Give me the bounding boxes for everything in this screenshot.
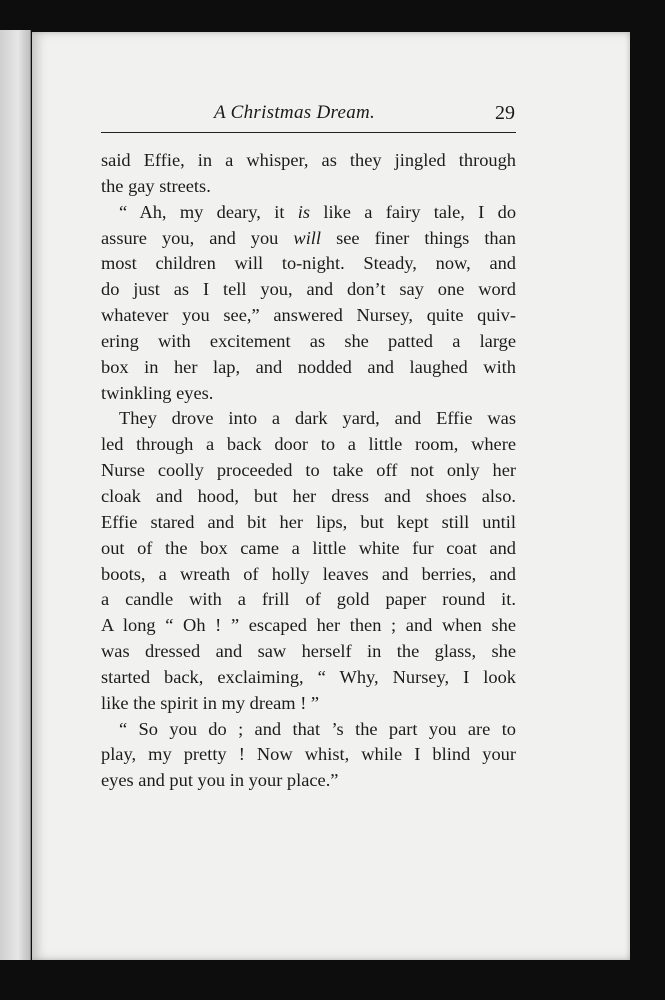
text-line: eyes and put you in your place.” <box>101 770 339 791</box>
text-line: play, my pretty ! Now whist, while I blind your <box>101 744 516 765</box>
text-line: cloak and hood, but her dress and shoes also. <box>101 485 516 506</box>
text-line: was dressed and saw herself in the glass, she <box>101 641 516 662</box>
text-line: “ Ah, my deary, it is like a fairy tale, I do <box>119 201 517 222</box>
text-line: They drove into a dark yard, and Effie was <box>119 408 516 429</box>
text-line: boots, a wreath of holly leaves and berries, and <box>101 563 516 584</box>
text-line: Effie stared and bit her lips, but kept still until <box>101 511 516 532</box>
text-line: started back, exclaiming, “ Why, Nursey, I look <box>101 666 516 687</box>
text-line: box in her lap, and nodded and laughed with <box>101 356 516 377</box>
text-line: a candle with a frill of gold paper round it. <box>101 589 516 610</box>
text-line: A long “ Oh ! ” escaped her then ; and when she <box>101 615 516 636</box>
text-line: Nurse coolly proceeded to take off not only her <box>101 460 516 481</box>
header-rule <box>101 132 516 133</box>
text-line: most children will to-night. Steady, now, and <box>101 253 516 274</box>
text-line: twinkling eyes. <box>101 382 214 403</box>
facing-page-edge <box>0 30 31 960</box>
text-line: led through a back door to a little room, where <box>101 434 516 455</box>
text-line: do just as I tell you, and don’t say one word <box>101 279 516 300</box>
text-line: ering with excitement as she patted a large <box>101 330 516 351</box>
text-line: said Effie, in a whisper, as they jingled through <box>101 150 516 170</box>
running-title: A Christmas Dream. <box>214 102 376 123</box>
text-line: assure you, and you will see finer things than <box>101 227 516 248</box>
page-number: 29 <box>495 102 515 124</box>
body-text <box>101 148 516 794</box>
text-line: like the spirit in my dream ! ” <box>101 692 320 713</box>
text-line: “ So you do ; and that ’s the part you are to <box>119 718 516 739</box>
text-line: the gay streets. <box>101 175 211 196</box>
book-page <box>32 32 630 960</box>
text-line: out of the box came a little white fur coat and <box>101 537 516 558</box>
text-line: whatever you see,” answered Nursey, quite quiv- <box>101 305 516 326</box>
